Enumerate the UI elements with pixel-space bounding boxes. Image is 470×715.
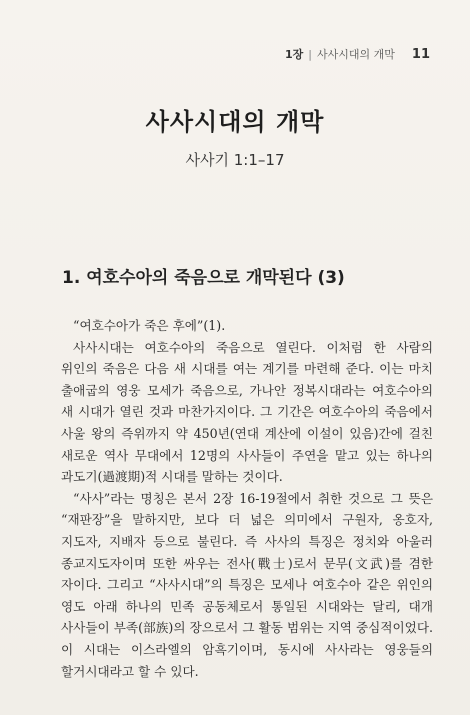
paragraph: “여호수아가 죽은 후에”(1). (73, 318, 226, 333)
chapter-title-block (0, 102, 470, 170)
chapter-title: 사사시대의 개막 (145, 108, 325, 136)
paragraph: “사사”라는 명칭은 본서 2장 16-19절에서 취한 것으로 그 뜻은 “재판장”을 말하지만, 보다 더 넓은 의미에서 구원자, 옹호자, 지도자, 지배자 등으로 불린다. 즉 사사의 특징은 정치와 아울러 종교지도자이며 또한 싸우는 전사(戰士)로서 문무(文武)를 겸한 자이다. 그리고 “사사시대”의 특징은 모세나 여호수아 같은 위인의 영도 아래 하나의 민족 공동체로서 통일된 시대와는 달리, 대개 사사들이 부족(部族)의 장으로서 그 활동 범위는 지역 중심적이었다. 이 시대는 이스라엘의 암흑기이며, 동시에 사사라는 영웅들의 할거시대라고 할 수 있다. (61, 490, 433, 679)
body-text (61, 315, 433, 682)
running-head (285, 46, 430, 62)
page-number: 11 (411, 47, 430, 62)
running-head-chapter: 1장 (285, 48, 304, 61)
scripture-reference: 사사기 1:1–17 (185, 151, 285, 169)
section-heading: 1. 여호수아의 죽음으로 개막된다 (3) (62, 268, 345, 288)
running-head-separator: | (308, 48, 313, 61)
paragraph: 사사시대는 여호수아의 죽음으로 열린다. 이처럼 한 사람의 위인의 죽음은 다음 새 시대를 여는 계기를 마련해 준다. 이는 마치 출애굽의 영웅 모세가 죽음으로, 가나안 정복시대라는 여호수아의 새 시대가 열린 것과 마찬가지이다. 그 기간은 여호수아의 죽음에서 사울 왕의 즉위까지 약 450년(연대 계산에 이설이 있음)간에 걸친 새로운 역사 무대에서 12명의 사사들이 주연을 맡고 있는 하나의 과도기(過渡期)적 시대를 말하는 것이다. (61, 339, 433, 485)
running-head-section: 사사시대의 개막 (317, 48, 395, 61)
